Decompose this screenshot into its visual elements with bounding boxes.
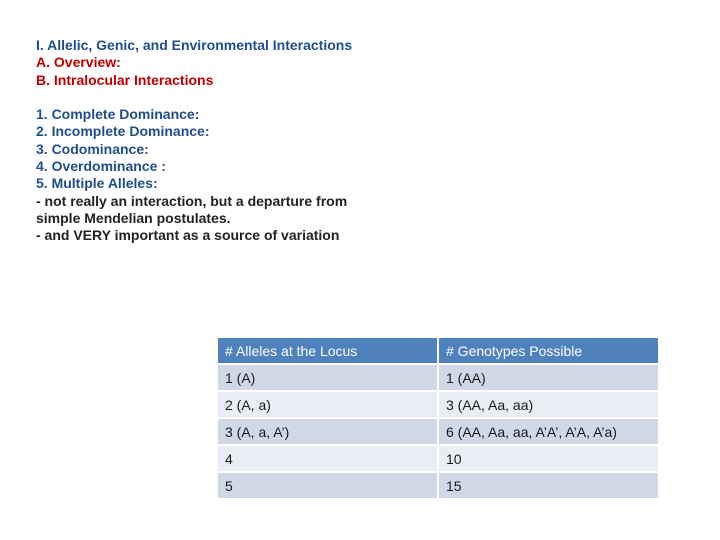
header-alleles-at-locus: # Alleles at the Locus [218, 338, 437, 363]
list-item-multiple-alleles: 5. Multiple Alleles: [36, 175, 158, 192]
table-row [218, 419, 658, 444]
table-cell-alleles: 5 [218, 473, 437, 498]
alleles-genotypes-table [216, 336, 660, 500]
table-header-row [218, 338, 658, 363]
note-line-1: - not really an interaction, but a departure from [36, 192, 348, 209]
slide-text-block [36, 37, 436, 245]
table-cell-alleles: 1 (A) [218, 365, 437, 390]
table-cell-alleles: 2 (A, a) [218, 392, 437, 417]
list-item-overdominance: 4. Overdominance : [36, 158, 166, 175]
subsection-intralocular: B. Intralocular Interactions [36, 71, 214, 88]
spacer [36, 89, 436, 106]
list-item-complete-dominance: 1. Complete Dominance: [36, 106, 200, 123]
header-genotypes-possible: # Genotypes Possible [439, 338, 658, 363]
section-title: I. Allelic, Genic, and Environmental Interactions [36, 37, 353, 53]
list-item-incomplete-dominance: 2. Incomplete Dominance: [36, 123, 210, 140]
table-cell-genotypes: 1 (AA) [439, 365, 658, 390]
note-line-3: - and VERY important as a source of variation [36, 227, 340, 244]
table-cell-genotypes: 3 (AA, Aa, aa) [439, 392, 658, 417]
list-item-codominance: 3. Codominance: [36, 140, 149, 157]
table-row [218, 365, 658, 390]
table-row [218, 392, 658, 417]
table-cell-genotypes: 15 [439, 473, 658, 498]
table-row [218, 473, 658, 498]
table-row [218, 446, 658, 471]
subsection-overview: A. Overview: [36, 54, 121, 71]
note-line-2: simple Mendelian postulates. [36, 209, 231, 226]
table-cell-alleles: 4 [218, 446, 437, 471]
table-cell-alleles: 3 (A, a, A’) [218, 419, 437, 444]
table-cell-genotypes: 6 (AA, Aa, aa, A’A’, A’A, A’a) [439, 419, 658, 444]
table-cell-genotypes: 10 [439, 446, 658, 471]
